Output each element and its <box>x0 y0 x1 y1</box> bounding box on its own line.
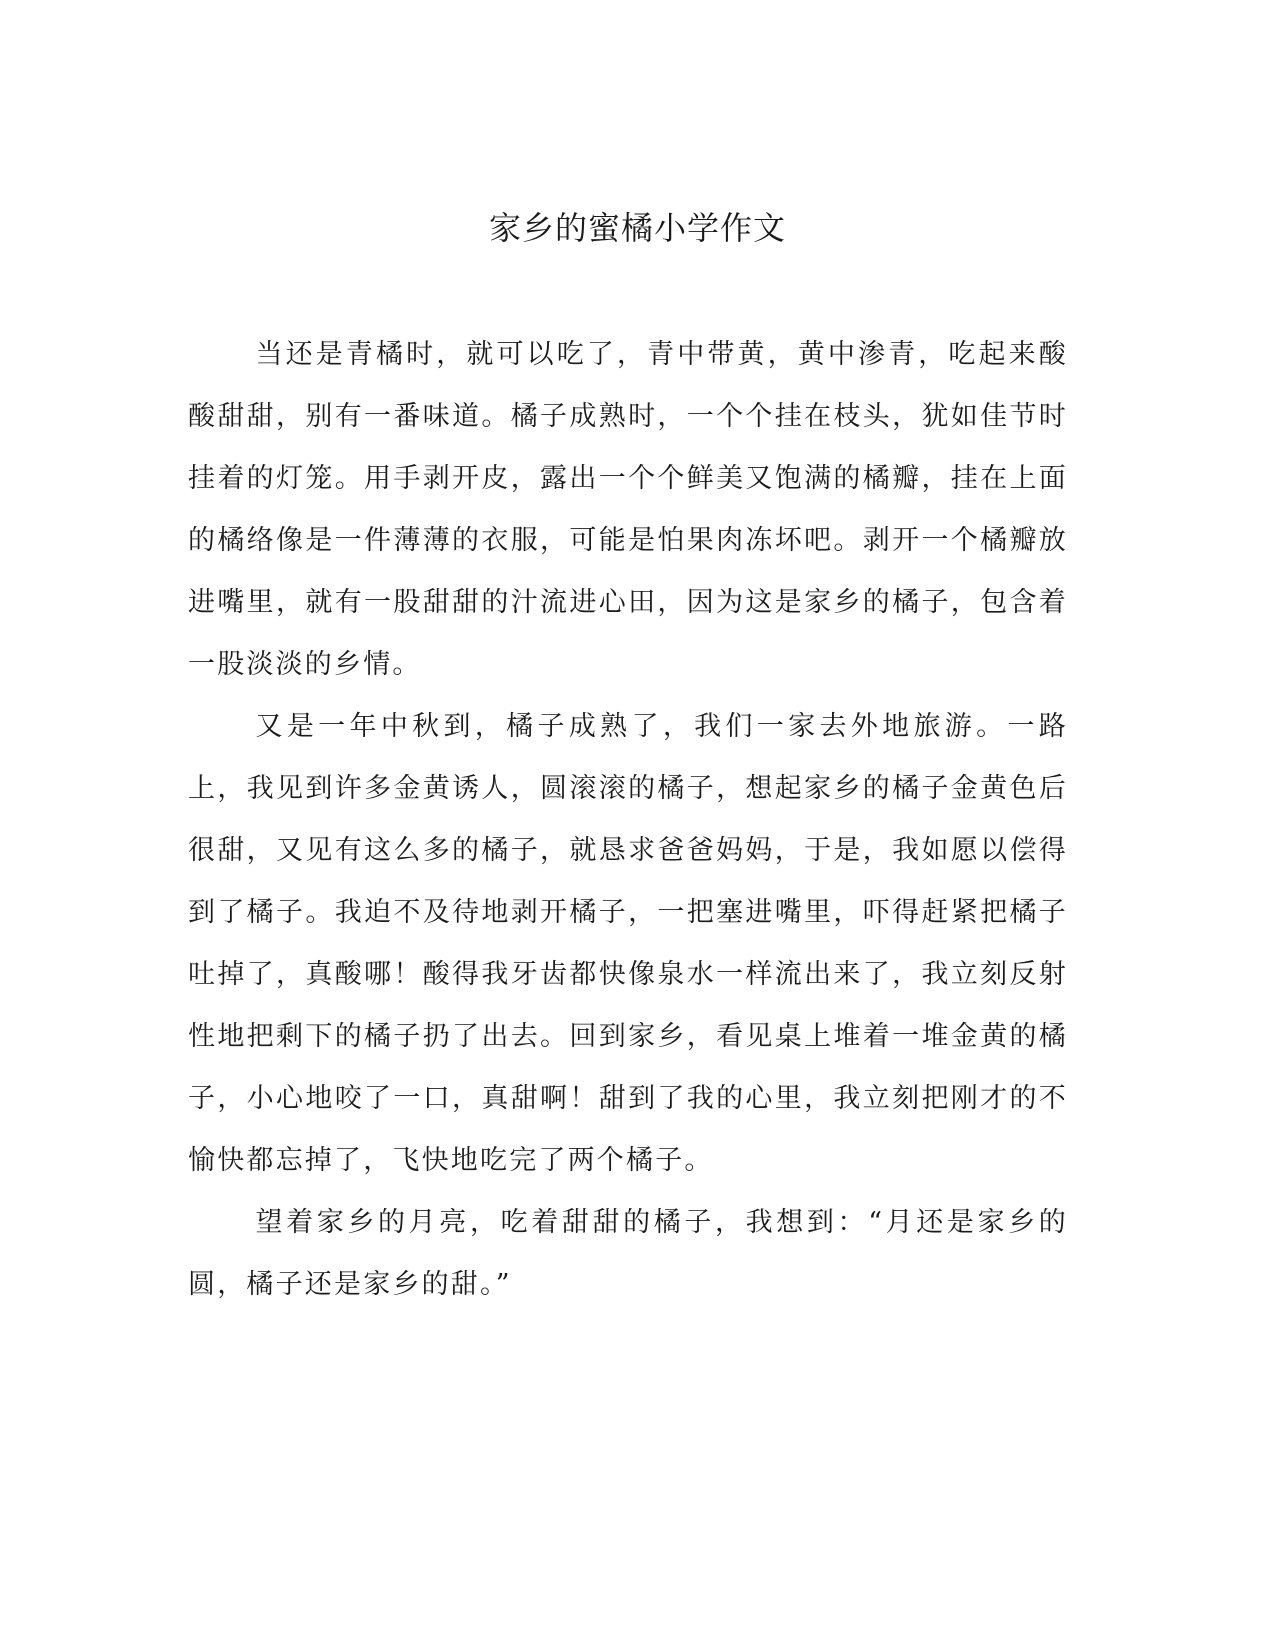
essay-body <box>188 324 1068 1316</box>
paragraph-1: 当还是青橘时，就可以吃了，青中带黄，黄中渗青，吃起来酸酸甜甜，别有一番味道。橘子成熟时，一个个挂在枝头，犹如佳节时挂着的灯笼。用手剥开皮，露出一个个鲜美又饱满的橘瓣，挂在上面的橘络像是一件薄薄的衣服，可能是怕果肉冻坏吧。剥开一个橘瓣放进嘴里，就有一股甜甜的汁流进心田，因为这是家乡的橘子，包含着一股淡淡的乡情。 <box>188 339 1068 680</box>
paragraph-2: 又是一年中秋到，橘子成熟了，我们一家去外地旅游。一路上，我见到许多金黄诱人，圆滚滚的橘子，想起家乡的橘子金黄色后很甜，又见有这么多的橘子，就恳求爸爸妈妈，于是，我如愿以偿得到了橘子。我迫不及待地剥开橘子，一把塞进嘴里，吓得赶紧把橘子吐掉了，真酸哪！酸得我牙齿都快像泉水一样流出来了，我立刻反射性地把剩下的橘子扔了出去。回到家乡，看见桌上堆着一堆金黄的橘子，小心地咬了一口，真甜啊！甜到了我的心里，我立刻把刚才的不愉快都忘掉了，飞快地吃完了两个橘子。 <box>188 711 1068 1176</box>
page-title: 家乡的蜜橘小学作文 <box>488 209 786 247</box>
paragraph-3: 望着家乡的月亮，吃着甜甜的橘子，我想到：“月还是家乡的圆，橘子还是家乡的甜。” <box>188 1207 1068 1300</box>
